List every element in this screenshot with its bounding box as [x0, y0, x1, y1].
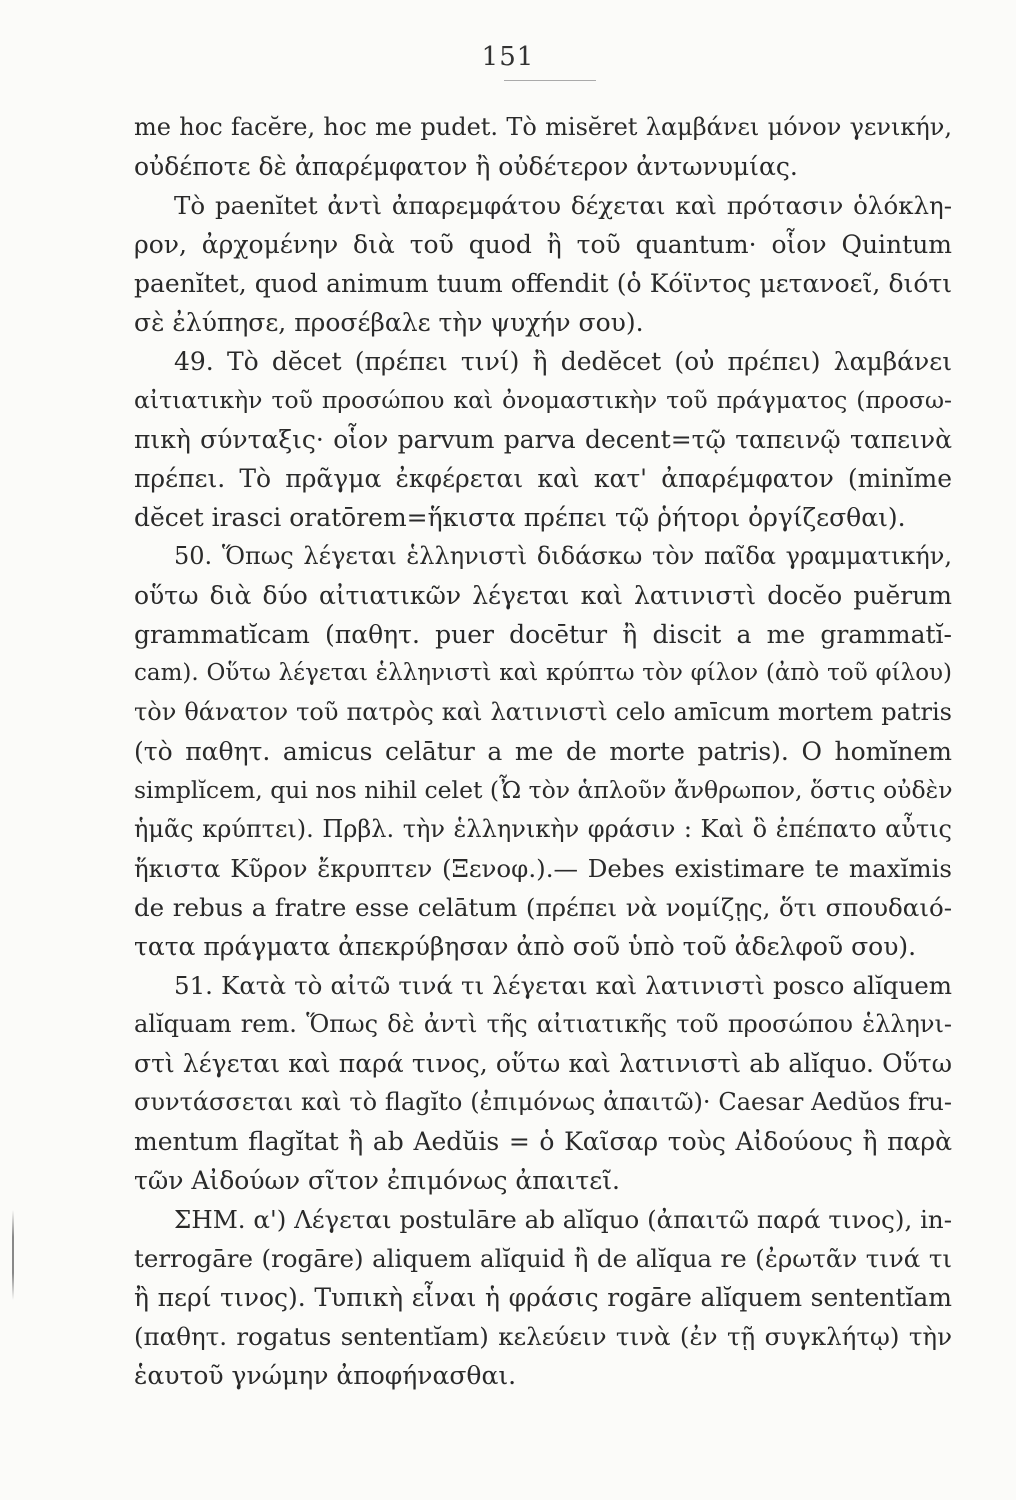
body-text — [134, 108, 952, 1395]
margin-mark — [12, 1210, 14, 1300]
page-number: 151 — [481, 42, 535, 72]
text-line: ἑαυτοῦ γνώμην ἀποφήνασθαι. — [134, 1361, 517, 1390]
text-line: cam). Οὕτω λέγεται ἑλληνιστὶ καὶ κρύπτω τὸν φίλον (ἀπὸ τοῦ φίλου) — [134, 660, 952, 686]
text-line: grammatĭcam (παθητ. puer docētur ἢ discit a me grammatĭ- — [134, 620, 952, 649]
text-line: ρον, ἀρχομένην διὰ τοῦ quod ἢ τοῦ quantum· οἷον Quintum — [134, 230, 952, 259]
text-line: τῶν Αἰδούων σῖτον ἐπιμόνως ἀπαιτεῖ. — [134, 1166, 620, 1195]
text-line: πικὴ σύνταξις· οἷον parvum parva decent=τῷ ταπεινῷ ταπεινὰ — [134, 425, 952, 454]
text-line: ΣΗΜ. α') Λέγεται postulāre ab alĭquo (ἀπαιτῶ παρά τινος), in- — [174, 1205, 952, 1234]
text-line: 50. Ὅπως λέγεται ἑλληνιστὶ διδάσκω τὸν παῖδα γραμματικήν, — [174, 542, 952, 570]
text-line: Τὸ paenĭtet ἀντὶ ἀπαρεμφάτου δέχεται καὶ πρότασιν ὁλόκλη- — [174, 191, 952, 220]
text-line: συντάσσεται καὶ τὸ flagĭto (ἐπιμόνως ἀπαιτῶ)· Caesar Aedŭos fru- — [134, 1088, 952, 1116]
text-line: αἰτιατικὴν τοῦ προσώπου καὶ ὀνομαστικὴν τοῦ πράγματος (προσω- — [134, 386, 952, 414]
text-line: πρέπει. Τὸ πρᾶγμα ἐκφέρεται καὶ κατ' ἀπαρέμφατον (minĭme — [134, 464, 952, 493]
text-line: mentum flagĭtat ἢ ab Aedŭis = ὁ Καῖσαρ τοὺς Αἰδούους ἢ παρὰ — [134, 1127, 952, 1156]
text-line: ἥκιστα Κῦρον ἔκρυπτεν (Ξενοφ.).— Debes existimare te maxĭmis — [134, 854, 952, 883]
text-line: dĕcet irasci oratōrem=ἥκιστα πρέπει τῷ ῥήτορι ὀργίζεσθαι). — [134, 503, 906, 532]
text-line: (τὸ παθητ. amicus celātur a me de morte patris). O homĭnem — [134, 737, 952, 766]
text-line: terrogāre (rogāre) aliquem alĭquid ἢ de alĭqua re (ἐρωτᾶν τινά τι — [134, 1244, 952, 1273]
text-line: στὶ λέγεται καὶ παρά τινος, οὕτω καὶ λατινιστὶ ab alĭquo. Οὕτω — [134, 1049, 952, 1078]
text-line: de rebus a fratre esse celātum (πρέπει νὰ νομίζῃς, ὅτι σπουδαιό- — [134, 893, 952, 922]
text-line: paenĭtet, quod animum tuum offendit (ὁ Κόϊντος μετανοεῖ, διότι — [134, 269, 952, 298]
text-line: (παθητ. rogatus sententĭam) κελεύειν τινὰ (ἐν τῇ συγκλήτῳ) τὴν — [134, 1322, 952, 1351]
text-line: οὕτω διὰ δύο αἰτιατικῶν λέγεται καὶ λατινιστὶ docĕo puĕrum — [134, 581, 952, 610]
text-line: τατα πράγματα ἀπεκρύβησαν ἀπὸ σοῦ ὑπὸ τοῦ ἀδελφοῦ σου). — [134, 932, 917, 961]
text-line: me hoc facĕre, hoc me pudet. Τὸ misĕret λαμβάνει μόνον γενικήν, — [134, 113, 952, 141]
text-line: ἢ περί τινος). Τυπικὴ εἶναι ἡ φράσις rogāre alĭquem sententĭam — [134, 1283, 952, 1312]
text-line: alĭquam rem. Ὅπως δὲ ἀντὶ τῆς αἰτιατικῆς τοῦ προσώπου ἑλληνι- — [134, 1010, 952, 1038]
text-line: simplĭcem, qui nos nihil celet (Ὦ τὸν ἁπλοῦν ἄνθρωπον, ὅστις οὐδὲν — [134, 776, 952, 804]
text-line: τὸν θάνατον τοῦ πατρὸς καὶ λατινιστὶ celo amīcum mortem patris — [134, 698, 952, 726]
text-line: ἡμᾶς κρύπτει). Πρβλ. τὴν ἑλληνικὴν φράσιν : Καὶ ὃ ἐπέπατο αὖτις — [134, 815, 952, 843]
text-line: σὲ ἐλύπησε, προσέβαλε τὴν ψυχήν σου). — [134, 308, 644, 337]
page-number-rule — [504, 80, 596, 81]
text-line: 51. Κατὰ τὸ αἰτῶ τινά τι λέγεται καὶ λατινιστὶ posco alĭquem — [174, 971, 952, 1000]
text-line: 49. Τὸ dĕcet (πρέπει τινί) ἢ dedĕcet (οὐ πρέπει) λαμβάνει — [174, 347, 952, 376]
text-line: οὐδέποτε δὲ ἀπαρέμφατον ἢ οὐδέτερον ἀντωνυμίας. — [134, 152, 798, 181]
